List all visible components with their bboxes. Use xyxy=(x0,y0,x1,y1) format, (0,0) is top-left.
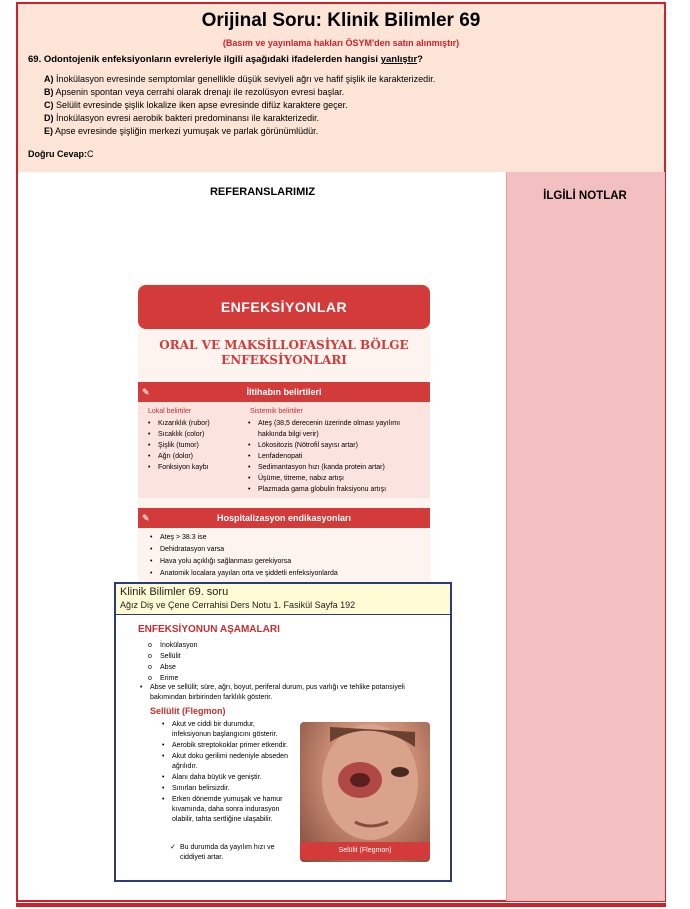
bottom-rule xyxy=(16,903,666,907)
list-item: • Aerobik streptokoklar primer etkendir. xyxy=(172,741,290,751)
section-bar-hospitalization xyxy=(138,508,430,528)
question-emphasis: yanlıştır xyxy=(380,54,418,65)
list-item: • Ağrı (dolor) xyxy=(158,451,210,462)
stages-title: ENFEKSİYONUN AŞAMALARI xyxy=(138,624,280,635)
list-item: • Sınırları belirsizdir. xyxy=(172,784,290,794)
list-item: • Hava yolu açıklığı sağlanması gerekiyorsa xyxy=(160,556,338,568)
list-item: • Üşüme, titreme, nabız artışı xyxy=(258,473,430,484)
child-face-photo xyxy=(300,722,430,862)
checkmark-icon: ✓ xyxy=(170,844,176,851)
section-bar-inflammation xyxy=(138,382,430,402)
option-letter: A) xyxy=(44,74,54,84)
stages-note: • Abse ve sellülit; süre, ağrı, boyut, periferal durum, pus varlığı ve tehlike potansiyeli bakımından birbirinden farklılık gösterir. xyxy=(150,683,433,703)
list-item: • Alanı daha büyük ve geniştir. xyxy=(172,773,290,783)
question-text: Odontojenik enfeksiyonların evreleriyle ilgili aşağıdaki ifadelerden hangisi xyxy=(43,54,379,65)
cellulitis-subnote xyxy=(170,843,290,863)
list-item: • Anatomik localara yayılan orta ve şiddetli enfeksiyonlarda xyxy=(160,568,338,580)
chapter-banner: ENFEKSİYONLAR xyxy=(138,285,430,329)
references-title: REFERANSLARIMIZ xyxy=(209,186,316,198)
stages-list xyxy=(150,640,197,684)
page-subtitle: (Basım ve yayınlama hakları ÖSYM'den satın alınmıştır) xyxy=(222,38,460,48)
answer-value: C xyxy=(87,149,94,159)
question-stem xyxy=(28,54,423,65)
list-item: • Akut ve ciddi bir durumdur, infeksiyonun başlangıcını gösterir. xyxy=(172,720,290,740)
options-list xyxy=(44,73,435,138)
list-item: • Kızarıklık (rubor) xyxy=(158,418,210,429)
section-title: İltihabın belirtileri xyxy=(246,387,322,397)
answer-label: Doğru Cevap: xyxy=(28,149,88,159)
systemic-signs-list xyxy=(258,418,430,495)
option-text: İnokülasyon evresinde semptomlar genellikle düşük seviyeli ağrı ve hafif şişlik ile karakterizedir. xyxy=(56,74,436,84)
list-item: • Lökositozis (Nötrofil sayısı artar) xyxy=(258,440,430,451)
photo-caption: Selülit (Flegmon) xyxy=(300,842,430,860)
list-item: • Ateş > 38.3 ise xyxy=(160,532,338,544)
notes-title: İLGİLİ NOTLAR xyxy=(543,190,627,202)
list-item: • Plazmada gama globulin fraksiyonu artışı xyxy=(258,484,430,495)
systemic-signs-heading: Sistemik belirtiler xyxy=(250,408,303,415)
question-number: 69. xyxy=(28,54,42,65)
pencil-icon: ✎ xyxy=(142,513,150,523)
list-item: o Abse xyxy=(150,662,197,673)
reference-question: Klinik Bilimler 69. soru xyxy=(120,586,229,598)
list-item: • Sedimantasyon hızı (kanda protein artar) xyxy=(258,462,430,473)
list-item: • Dehidratasyon varsa xyxy=(160,544,338,556)
option-c xyxy=(44,99,435,112)
chapter-title xyxy=(138,338,430,368)
cellulitis-list xyxy=(172,720,290,826)
cellulitis-title: Sellülit (Flegmon) xyxy=(150,706,226,716)
list-item: • Ateş (38,5 derecenin üzerinde olması yayılımı hakkında bilgi verir) xyxy=(258,418,430,440)
option-letter: C) xyxy=(44,100,54,110)
option-e xyxy=(44,125,435,138)
list-item: o Erime xyxy=(150,673,197,684)
option-b xyxy=(44,86,435,99)
reference-header xyxy=(116,584,450,615)
option-letter: D) xyxy=(44,113,54,123)
cellulitis-photo xyxy=(300,722,430,862)
list-item: • Lenfadenopati xyxy=(258,451,430,462)
list-item: • Erken dönemde yumuşak ve hamur kıvamında, daha sonra indurasyon olabilir, tahta sertliğine ulaşabilir. xyxy=(172,795,290,825)
cellulitis-subnote-text: Bu durumda da yayılım hızı ve ciddiyeti artar. xyxy=(180,844,275,861)
list-item: o Sellülit xyxy=(150,651,197,662)
pencil-icon: ✎ xyxy=(142,387,150,397)
option-text: Selülit evresinde şişlik lokalize iken apse evresinde difüz karaktere geçer. xyxy=(56,100,348,110)
question-end: ? xyxy=(417,54,423,65)
list-item: • Akut doku gerilimi nedeniyle abseden ağrılıdır. xyxy=(172,752,290,772)
local-signs-list xyxy=(158,418,210,473)
reference-source: Ağız Diş ve Çene Cerrahisi Ders Notu 1. Fasikül Sayfa 192 xyxy=(120,600,356,610)
chapter-title-line1: ORAL VE MAKSİLLOFASİYAL BÖLGE xyxy=(159,338,409,352)
section-title: Hospitalizasyon endikasyonları xyxy=(216,513,352,523)
local-signs-heading: Lokal belirtiler xyxy=(148,408,192,415)
option-letter: B) xyxy=(44,87,54,97)
option-text: Apsenin spontan veya cerrahi olarak drenajı ile rezolüsyon evresi başlar. xyxy=(55,87,345,97)
list-item: • Fonksiyon kaybı xyxy=(158,462,210,473)
correct-answer xyxy=(28,149,94,159)
option-d xyxy=(44,112,435,125)
notes-column xyxy=(506,172,665,901)
option-letter: E) xyxy=(44,126,53,136)
chapter-title-line2: ENFEKSİYONLARI xyxy=(221,353,347,367)
option-text: Apse evresinde şişliğin merkezi yumuşak ve parlak görünümlüdür. xyxy=(55,126,319,136)
list-item: • Sıcaklık (color) xyxy=(158,429,210,440)
option-a xyxy=(44,73,435,86)
page-title: Orijinal Soru: Klinik Bilimler 69 xyxy=(201,10,481,31)
list-item: • Şişlik (tumor) xyxy=(158,440,210,451)
list-item: o İnokülasyon xyxy=(150,640,197,651)
hospitalization-list xyxy=(160,532,338,580)
option-text: İnokülasyon evresi aerobik bakteri predominansı ile karakterizedir. xyxy=(56,113,320,123)
